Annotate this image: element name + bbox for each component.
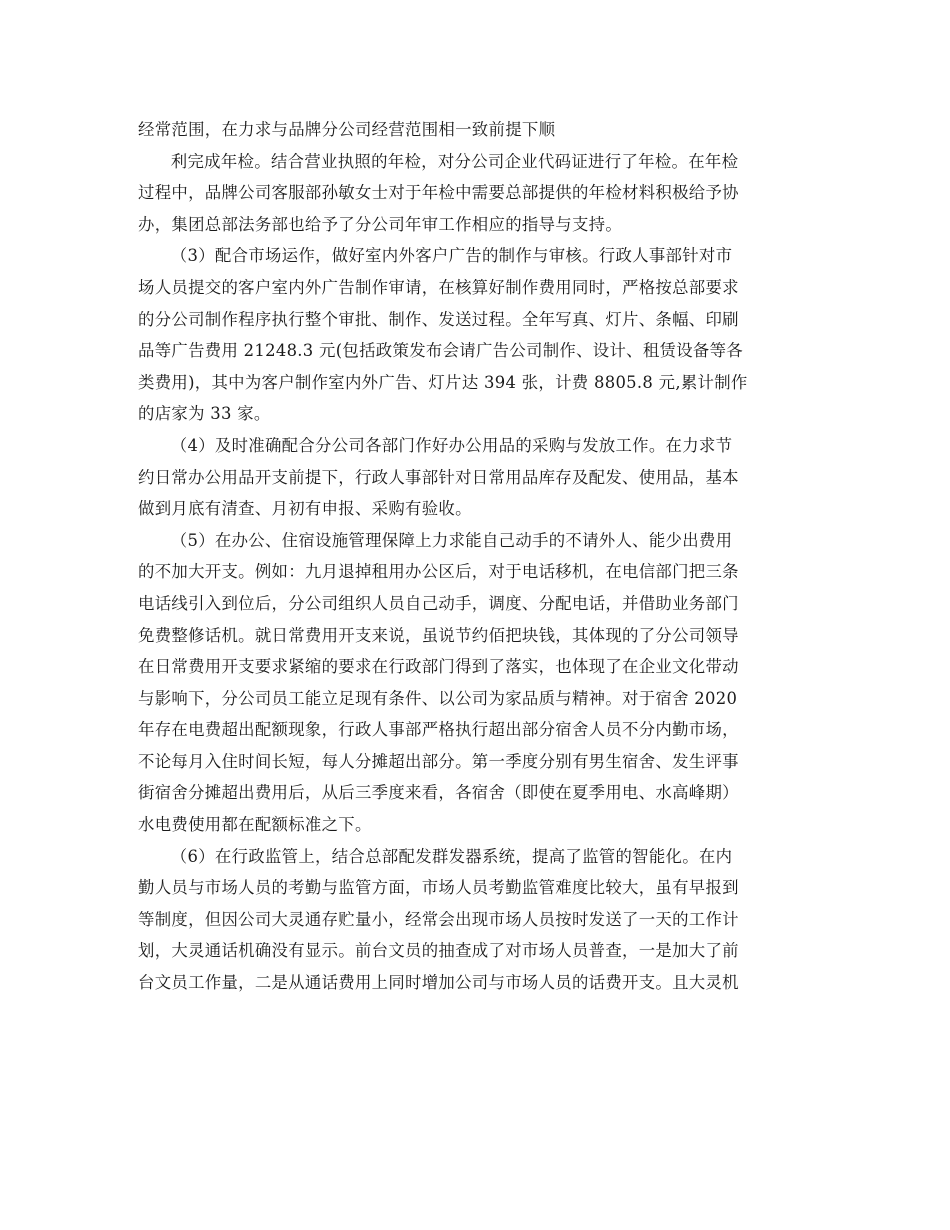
text-line: 台文员工作量，二是从通话费用上同时增加公司与市场人员的话费开支。且大灵机 xyxy=(138,973,739,993)
paragraph xyxy=(138,240,820,430)
text-line: 利完成年检。结合营业执照的年检，对分公司企业代码证进行了年检。在年检 xyxy=(170,151,739,171)
paragraph xyxy=(138,146,820,241)
paragraph xyxy=(138,114,820,146)
text-line: 约日常办公用品开支前提下，行政人事部针对日常用品库存及配发、使用品，基本 xyxy=(138,467,739,487)
text-line: 水电费使用都在配额标准之下。 xyxy=(138,815,372,835)
text-line: 办，集团总部法务部也给予了分公司年审工作相应的指导与支持。 xyxy=(138,214,623,234)
text-line: 勤人员与市场人员的考勤与监管方面，市场人员考勤监管难度比较大，虽有早报到 xyxy=(138,878,739,898)
text-line: 不论每月入住时间长短，每人分摊超出部分。第一季度分别有男生宿舍、发生评事 xyxy=(138,751,739,771)
text-line: 过程中，品牌公司客服部孙敏女士对于年检中需要总部提供的年检材料积极给予协 xyxy=(138,183,739,203)
text-line: 的店家为 33 家。 xyxy=(138,404,271,424)
text-line: 免费整修话机。就日常费用开支来说，虽说节约佰把块钱，其体现的了分公司领导 xyxy=(138,625,739,645)
text-line: 电话线引入到位后，分公司组织人员自己动手，调度、分配电话，并借助业务部门 xyxy=(138,593,739,613)
paragraph xyxy=(138,525,820,841)
text-line: 在日常费用开支要求紧缩的要求在行政部门得到了落实，也体现了在企业文化带动 xyxy=(138,657,739,677)
text-line: 类费用)，其中为客户制作室内外广告、灯片达 394 张，计费 8805.8 元,累计制作 xyxy=(138,372,748,392)
text-line: 街宿舍分摊超出费用后，从后三季度来看，各宿舍（即使在夏季用电、水高峰期） xyxy=(138,783,739,803)
text-line: 与影响下，分公司员工能立足现有条件、以公司为家品质与精神。对于宿舍 2020 xyxy=(138,688,738,708)
text-line: 的分公司制作程序执行整个审批、制作、发送过程。全年写真、灯片、条幅、印刷 xyxy=(138,309,739,329)
paragraph xyxy=(138,841,820,999)
text-line: 等制度，但因公司大灵通存贮量小，经常会出现市场人员按时发送了一天的工作计 xyxy=(138,909,739,929)
text-line: （3）配合市场运作，做好室内外客户广告的制作与审核。行政人事部针对市 xyxy=(170,246,733,266)
text-line: （5）在办公、住宿设施管理保障上力求能自己动手的不请外人、能少出费用 xyxy=(170,530,733,550)
text-line: 做到月底有清查、月初有申报、采购有验收。 xyxy=(138,499,472,519)
text-line: （6）在行政监管上，结合总部配发群发器系统，提高了监管的智能化。在内 xyxy=(170,846,733,866)
text-line: 经常范围，在力求与品牌分公司经营范围相一致前提下顺 xyxy=(138,120,556,139)
text-line: 年存在电费超出配额现象，行政人事部严格执行超出部分宿舍人员不分内勤市场， xyxy=(138,720,739,740)
paragraph xyxy=(138,430,820,525)
text-line: 划，大灵通话机确没有显示。前台文员的抽查成了对市场人员普查，一是加大了前 xyxy=(138,941,739,961)
text-line: 品等广告费用 21248.3 元(包括政策发布会请广告公司制作、设计、租赁设备等各 xyxy=(138,341,744,361)
text-line: 的不加大开支。例如：九月退掉租用办公区后，对于电话移机，在电信部门把三条 xyxy=(138,562,739,582)
text-line: （4）及时准确配合分公司各部门作好办公用品的采购与发放工作。在力求节 xyxy=(170,435,733,455)
text-line: 场人员提交的客户室内外广告制作审请，在核算好制作费用同时，严格按总部要求 xyxy=(138,277,739,297)
document-body xyxy=(138,114,820,999)
